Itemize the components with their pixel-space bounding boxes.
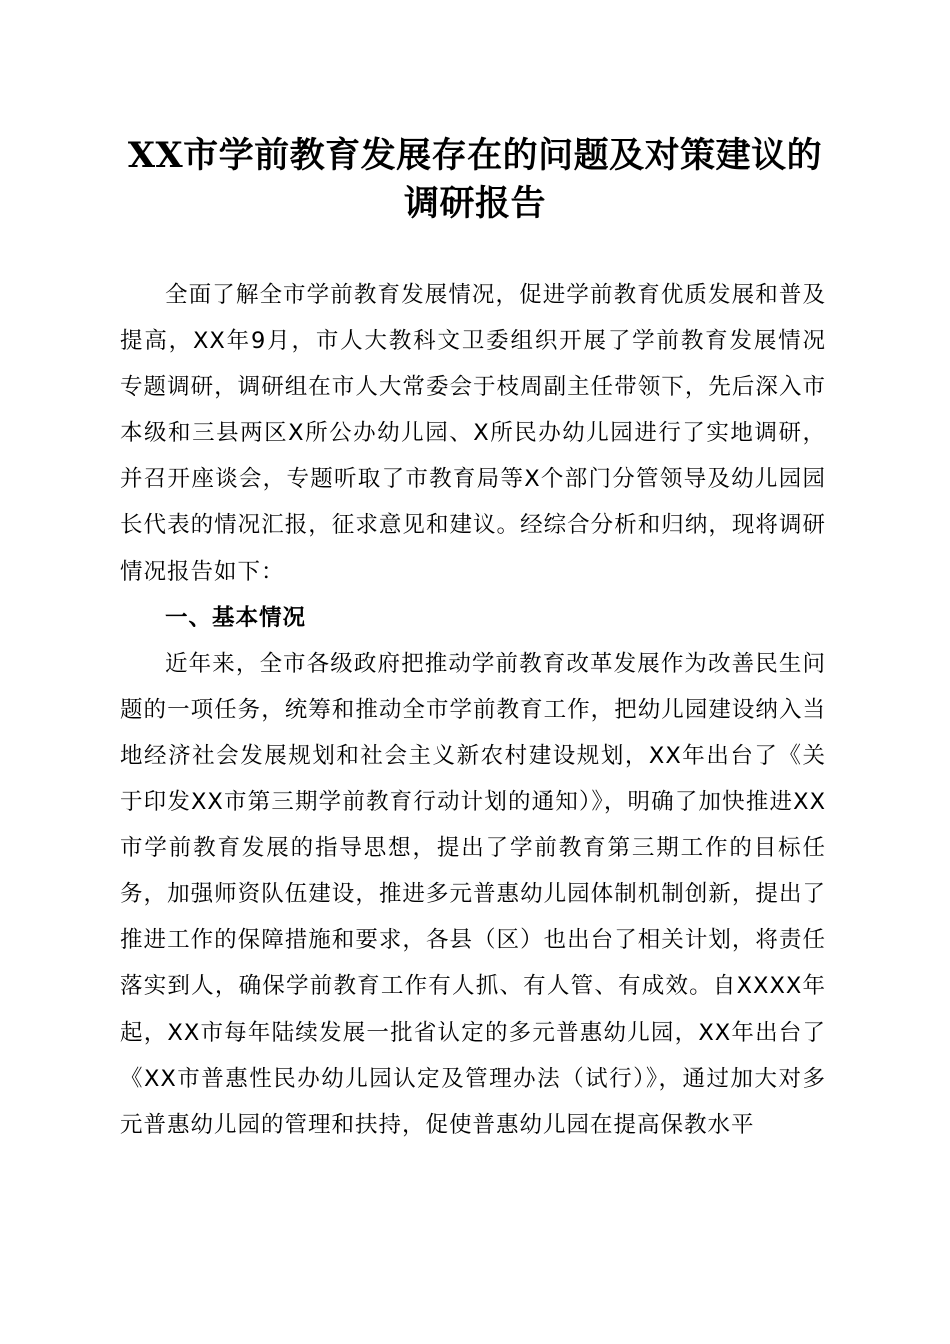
title-line-1: XX市学前教育发展存在的问题及对策建议的 [127,135,823,176]
document-body [120,272,826,1148]
document-title [100,132,850,228]
title-line-2: 调研报告 [403,183,546,224]
intro-paragraph: 全面了解全市学前教育发展情况，促进学前教育优质发展和普及提高，XX年9月，市人大教科文卫委组织开展了学前教育发展情况专题调研，调研组在市人大常委会于枝周副主任带领下，先后深入市本级和三县两区X所公办幼儿园、X所民办幼儿园进行了实地调研，并召开座谈会，专题听取了市教育局等X个部门分管领导及幼儿园园长代表的情况汇报，征求意见和建议。经综合分析和归纳，现将调研情况报告如下： [120,282,826,585]
section-heading-basic-situation: 一、基本情况 [165,604,307,631]
section-paragraph-basic-situation: 近年来，全市各级政府把推动学前教育改革发展作为改善民生问题的一项任务，统筹和推动全市学前教育工作，把幼儿园建设纳入当地经济社会发展规划和社会主义新农村建设规划，XX年出台了《关于印发XX市第三期学前教育行动计划的通知）》，明确了加快推进XX市学前教育发展的指导思想，提出了学前教育第三期工作的目标任务，加强师资队伍建设，推进多元普惠幼儿园体制机制创新，提出了推进工作的保障措施和要求，各县（区）也出台了相关计划，将责任落实到人，确保学前教育工作有人抓、有人管、有成效。自XXXX年起，XX市每年陆续发展一批省认定的多元普惠幼儿园，XX年出台了《XX市普惠性民办幼儿园认定及管理办法（试行）》，通过加大对多元普惠幼儿园的管理和扶持，促使普惠幼儿园在提高保教水平 [120,650,826,1138]
